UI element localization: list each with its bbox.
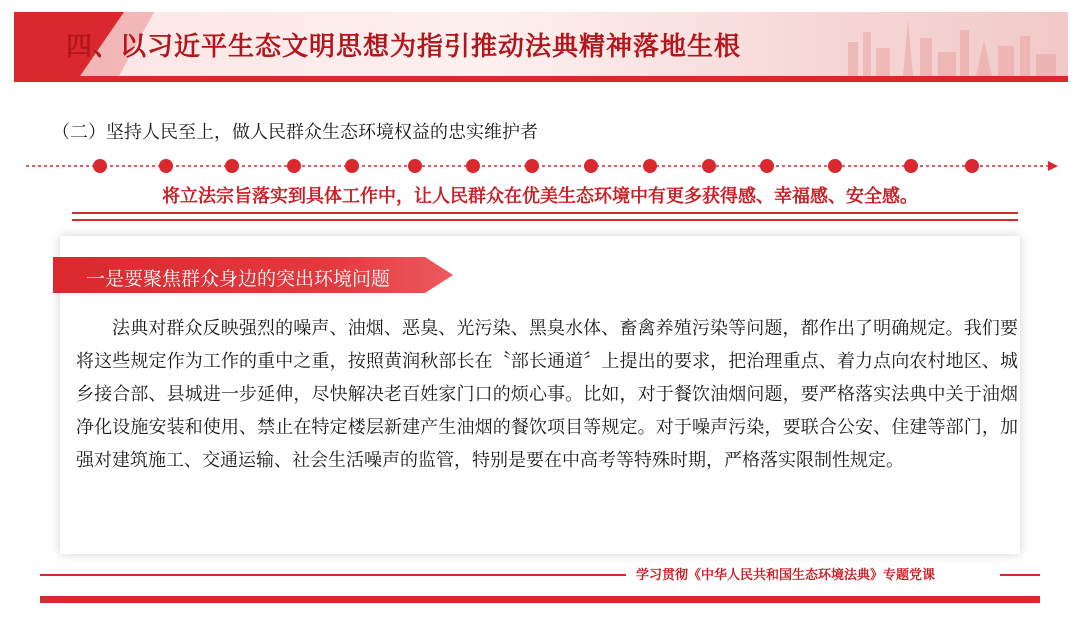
key-statement: 将立法宗旨落实到具体工作中，让人民群众在优美生态环境中有更多获得感、幸福感、安全感。	[162, 186, 918, 207]
footer-caption: 学习贯彻《中华人民共和国生态环境法典》专题党课	[636, 568, 936, 583]
statement-rule-top	[72, 212, 1018, 214]
footer-rule-left	[40, 574, 626, 576]
header-rule	[14, 76, 1068, 82]
section-tag-label: 一是要聚焦群众身边的突出环境问题	[86, 268, 391, 290]
header-banner	[14, 12, 1068, 76]
footer-bar	[40, 596, 1040, 603]
body-paragraph-container	[76, 312, 1018, 477]
footer-rule-right	[1000, 574, 1040, 576]
skyline-decoration-icon	[808, 12, 1068, 76]
statement-rule-bottom	[72, 219, 1018, 221]
page-title: 四、以习近平生态文明思想为指引推动法典精神落地生根	[66, 32, 742, 62]
section-subtitle: （二）坚持人民至上，做人民群众生态环境权益的忠实维护者	[52, 122, 538, 143]
body-paragraph: 法典对群众反映强烈的噪声、油烟、恶臭、光污染、黑臭水体、畜禽养殖污染等问题，都作出了明确规定。我们要将这些规定作为工作的重中之重，按照黄润秋部长在〝部长通道〞上提出的要求，把治理重点、着力点向农村地区、城乡接合部、县城进一步延伸，尽快解决老百姓家门口的烦心事。比如，对于餐饮油烟问题，要严格落实法典中关于油烟净化设施安装和使用、禁止在特定楼层新建产生油烟的餐饮项目等规定。对于噪声污染，要联合公安、住建等部门，加强对建筑施工、交通运输、社会生活噪声的监管，特别是要在中高考等特殊时期，严格落实限制性规定。	[76, 318, 1018, 471]
dotted-timeline	[26, 156, 1060, 176]
